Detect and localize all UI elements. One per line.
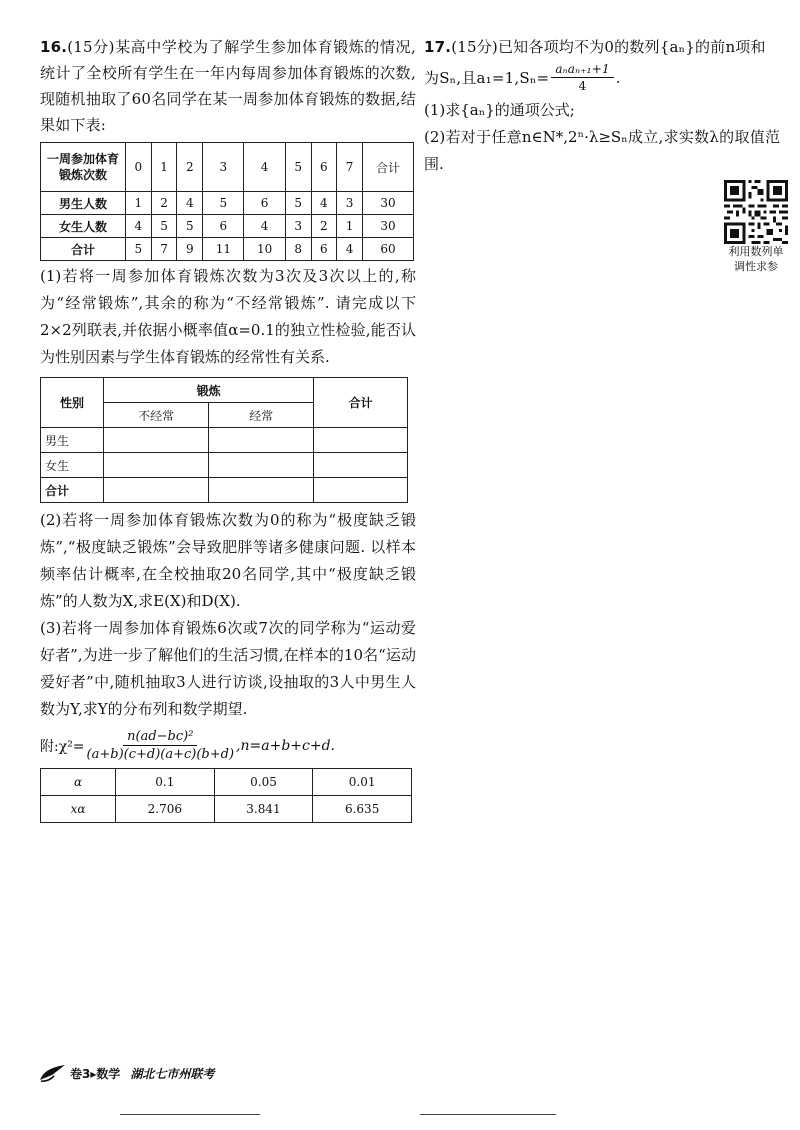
page-footer xyxy=(38,1062,214,1084)
col-total: 合计 xyxy=(363,143,414,192)
question-16 xyxy=(40,34,416,823)
q17-part2: (2)若对于任意n∈N*,2ⁿ·λ≥Sₙ成立,求实数λ的取值范围. xyxy=(424,128,780,173)
col-6: 6 xyxy=(311,143,337,192)
q17-line1: 17.(15分)已知各项均不为0的数列{aₙ}的前n项和 xyxy=(424,38,766,56)
answer-cell[interactable] xyxy=(209,453,314,478)
frequency-table xyxy=(40,142,414,261)
answer-cell[interactable] xyxy=(314,428,408,453)
q17-number: 17. xyxy=(424,38,452,56)
col-0: 0 xyxy=(126,143,152,192)
total-header: 合计 xyxy=(314,378,408,428)
not-often-header: 不经常 xyxy=(104,403,209,428)
answer-cell[interactable] xyxy=(209,428,314,453)
answer-cell[interactable] xyxy=(104,478,209,503)
bottom-rule-left xyxy=(120,1114,260,1115)
answer-cell[interactable] xyxy=(314,478,408,503)
often-header: 经常 xyxy=(209,403,314,428)
answer-cell[interactable] xyxy=(104,453,209,478)
formula-fraction: $\frac{\text{n(ad−bc)²}}{(a+b)(c+d)(a+c)(b+d)}$ xyxy=(86,729,235,762)
paper-plane-logo-icon xyxy=(38,1062,68,1084)
table-row: 合计 xyxy=(41,478,408,503)
table-row: 女生 xyxy=(41,453,408,478)
q16-number: 16. xyxy=(40,38,68,56)
exercise-header: 锻炼 xyxy=(104,378,314,403)
q16-intro: 16.(15分)某高中学校为了解学生参加体育锻炼的情况,统计了全校所有学生在一年内每周参加体育锻炼的次数,现随机抽取了60名同学在某一周参加体育锻炼的数据,结果如下表: xyxy=(40,38,416,134)
col-4: 4 xyxy=(244,143,285,192)
answer-cell[interactable] xyxy=(209,478,314,503)
q17-part1: (1)求{aₙ}的通项公式; xyxy=(424,101,575,119)
answer-cell[interactable] xyxy=(314,453,408,478)
bottom-rule-right xyxy=(420,1114,556,1115)
col-3: 3 xyxy=(203,143,244,192)
footer-contest: 湖北七市州联考 xyxy=(130,1066,215,1081)
question-17 xyxy=(424,34,780,178)
table-row: 合计 5 7 9 11 10 8 6 4 60 xyxy=(41,238,414,261)
footer-volume: 卷3▸数学 xyxy=(70,1066,121,1081)
q16-part1: (1)若将一周参加体育锻炼次数为3次及3次以上的,称为“经常锻炼”,其余的称为“不经常锻炼”. 请完成以下2×2列联表,并依据小概率值α=0.1的独立性检验,能否认为性别因素与学生体育锻炼的经常性有关系. xyxy=(40,267,416,366)
critical-value-table xyxy=(40,768,412,823)
table-row: α 0.1 0.05 0.01 xyxy=(41,769,412,796)
contingency-table xyxy=(40,377,408,503)
q17-fraction: $\frac{\text{aₙaₙ₊₁+1}}{4}$ xyxy=(551,62,613,93)
table-row: xα 2.706 3.841 6.635 xyxy=(41,796,412,823)
table-row: 男生 xyxy=(41,428,408,453)
col-1: 1 xyxy=(151,143,177,192)
table-row: 男生人数 1 2 4 5 6 5 4 3 30 xyxy=(41,192,414,215)
qr-caption: 利用数列单 调性求参 xyxy=(728,245,784,273)
q17-line2: 为Sₙ,且a₁=1,Sₙ= $\frac{\text{aₙaₙ₊₁+1}}{4}$ . xyxy=(424,62,621,93)
q16-part3: (3)若将一周参加体育锻炼6次或7次的同学称为“运动爱好者”,为进一步了解他们的生活习惯,在样本的10名“运动爱好者”中,随机抽取3人进行访谈,设抽取的3人中男生人数为Y,求Y的分布列和数学期望. xyxy=(40,619,416,718)
table-header-row xyxy=(41,143,414,192)
col-2: 2 xyxy=(177,143,203,192)
col-5: 5 xyxy=(285,143,311,192)
table-header-label: 一周参加体育锻炼次数 xyxy=(41,143,126,192)
q16-part2: (2)若将一周参加体育锻炼次数为0的称为“极度缺乏锻炼”,“极度缺乏锻炼”会导致肥胖等诸多健康问题. 以样本频率估计概率,在全校抽取20名同学,其中“极度缺乏锻炼”的人数为X,求E(X)和D(X). xyxy=(40,511,416,610)
gender-header: 性别 xyxy=(41,378,104,428)
qr-code-icon[interactable] xyxy=(724,180,788,244)
col-7: 7 xyxy=(337,143,363,192)
table-row: 女生人数 4 5 5 6 4 3 2 1 30 xyxy=(41,215,414,238)
answer-cell[interactable] xyxy=(104,428,209,453)
chi-square-formula: 附:χ²= $\frac{\text{n(ad−bc)²}}{(a+b)(c+d)(a+c)(b+d)}$ ,n=a+b+c+d. xyxy=(40,729,335,762)
